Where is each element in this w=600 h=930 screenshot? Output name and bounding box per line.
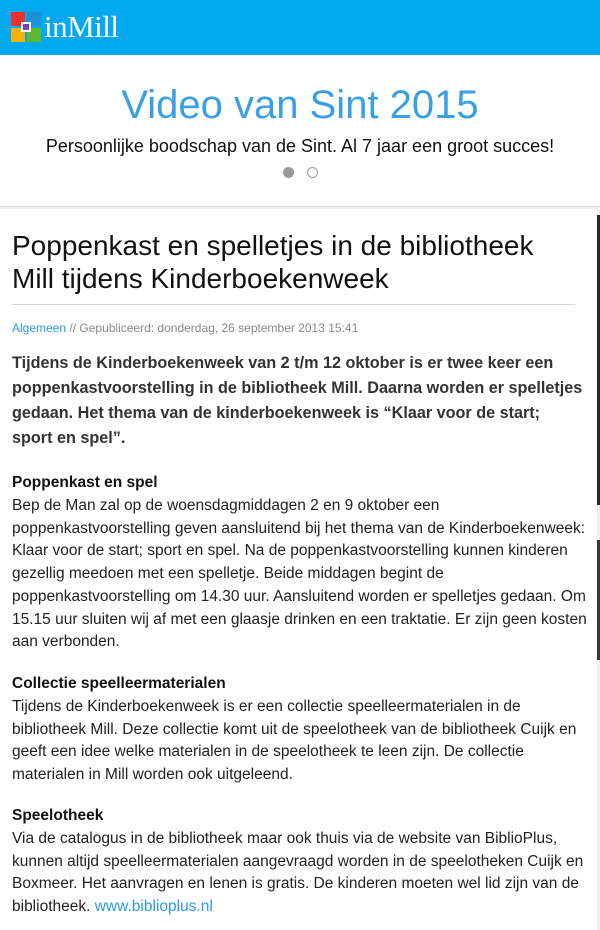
featured-slider [0,55,600,207]
article-lead: Tijdens de Kinderboekenweek van 2 t/m 12 oktober is er twee keer een poppenkastvoorstelling in de bibliotheek Mill. Daarna worden er spelletjes gedaan. Het thema van de kinderboekenweek is “Klaar voor de start; sport en spel”. [12,354,583,447]
divider [12,304,575,305]
site-logo[interactable] [10,9,119,45]
section-heading: Speelotheek [12,807,104,824]
published-date: // Gepubliceerd: donderdag, 26 september 2013 15:41 [66,321,359,335]
colored-squares-logo-icon [10,11,42,43]
top-bar [0,0,600,55]
slider-dot-2[interactable] [307,167,318,178]
article-title: Poppenkast en spelletjes in de bibliotheek Mill tijdens Kinderboekenweek [12,230,534,294]
section-body: Bep de Man zal op de woensdagmiddagen 2 en 9 oktober een poppenkastvoorstelling geven aansluitend bij het thema van de Kinderboekenweek: Klaar voor de start; sport en spel. Na de poppenkastvoorstelling kunnen kinderen gezellig meedoen met een spelletje. Beide middagen begint de poppenkastvoorstelling om 14.30 uur. Aansluitend worden er spelletjes gedaan. Om 15.15 uur sluiten wij af met een glaasje drinken en een traktatie. Er zijn geen kosten aan verbonden. [12,497,587,651]
biblioplus-link[interactable]: www.biblioplus.nl [94,898,213,916]
slide-subtitle: Persoonlijke boodschap van de Sint. Al 7 jaar een groot succes! [45,136,555,156]
slider-dot-1[interactable] [283,167,294,178]
section-heading: Poppenkast en spel [12,474,158,491]
article-meta [12,321,358,335]
slider-pagination [0,167,600,178]
logo-text: inMill [44,9,119,44]
section-body: Tijdens de Kinderboekenweek is er een collectie speelleermaterialen in de bibliotheek Mill. Deze collectie komt uit de speelotheek van de bibliotheek Cuijk en geeft een idee welke materialen in de speelotheek te leen zijn. De collectie materialen in Mill worden ook uitgeleend. [12,698,577,784]
article [0,209,597,930]
section-body-text: Via de catalogus in de bibliotheek maar ook thuis via de website van BiblioPlus, kunnen altijd speelleermaterialen aangevraagd worden in de speelotheken Cuijk en Boxmeer. Het aanvragen en lenen is gratis. De kinderen moeten wel lid zijn van de bibliotheek. [12,830,584,916]
section-heading: Collectie speelleermaterialen [12,675,226,692]
slide-title[interactable]: Video van Sint 2015 [121,83,479,127]
category-link[interactable]: Algemeen [12,321,67,335]
section-body [12,828,587,919]
